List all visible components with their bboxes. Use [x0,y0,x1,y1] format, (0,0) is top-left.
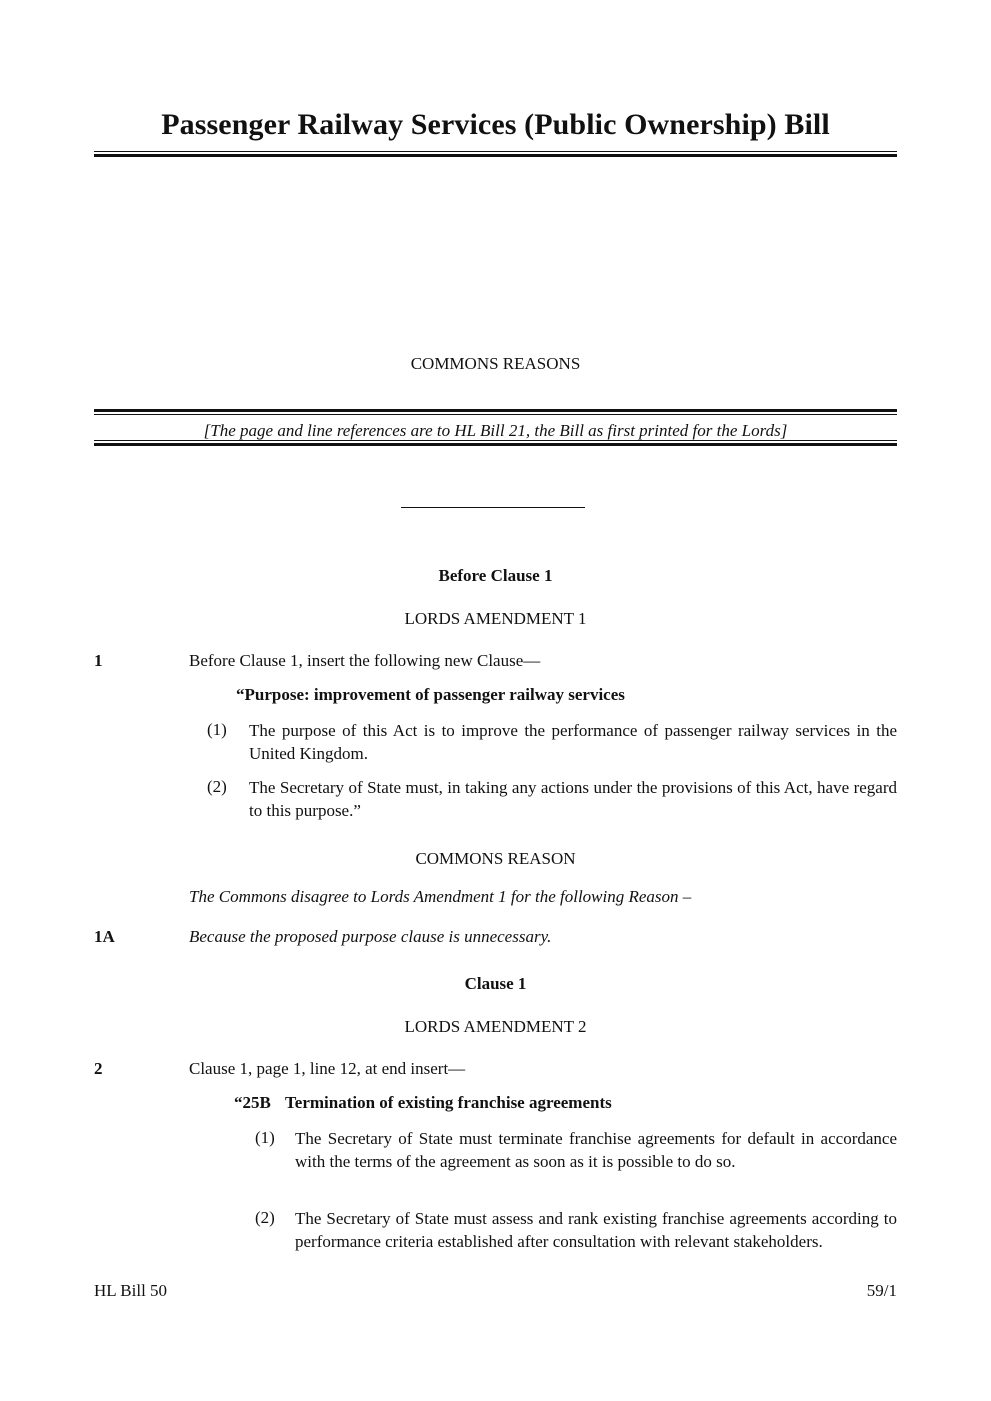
bill-title: Passenger Railway Services (Public Ownership) Bill [161,108,830,141]
subsection-label: (1) [207,720,227,739]
note-top-rule [94,409,897,415]
section-divider [401,507,585,508]
amendment-heading-1: LORDS AMENDMENT 1 [404,609,587,628]
subsection-label: (2) [255,1208,275,1227]
footer-page-number: 59/1 [866,1281,897,1300]
subsection-text: The Secretary of State must terminate franchise agreements for default in accordance with the terms of the agreement as soon as it is possible to do so. [295,1129,897,1171]
footer-bill-number: HL Bill 50 [94,1281,168,1300]
amendment-number-1: 1 [94,651,103,670]
reason-heading-1: COMMONS REASON [415,849,576,868]
title-double-rule [94,151,897,157]
amendment-instruction-2: Clause 1, page 1, line 12, at end insert— [189,1059,466,1078]
amendment-number-2: 2 [94,1059,103,1078]
subsection-text: The purpose of this Act is to improve the performance of passenger railway services in the United Kingdom. [249,721,897,763]
reason-text-1a: Because the proposed purpose clause is unnecessary. [189,927,552,946]
subsection-label: (1) [255,1128,275,1147]
clause-title-termination: Termination of existing franchise agreements [285,1093,612,1112]
subsection-text: The Secretary of State must assess and rank existing franchise agreements according to performance criteria established after consultation with relevant stakeholders. [295,1209,897,1251]
section-heading-clause-1: Clause 1 [464,974,527,993]
amendment-instruction-1: Before Clause 1, insert the following new Clause— [189,651,541,670]
note-bottom-rule [94,440,897,446]
reason-number-1a: 1A [94,927,115,946]
subsection-label: (2) [207,777,227,796]
references-note: [The page and line references are to HL Bill 21, the Bill as first printed for the Lords] [203,421,788,440]
amendment-heading-2: LORDS AMENDMENT 2 [404,1017,587,1036]
section-heading-before-clause-1: Before Clause 1 [438,566,553,585]
clause-title-purpose: “Purpose: improvement of passenger railway services [236,685,625,704]
subsection-text: The Secretary of State must, in taking any actions under the provisions of this Act, have regard to this purpose.” [249,778,897,820]
document-heading: COMMONS REASONS [410,354,581,373]
reason-intro-1: The Commons disagree to Lords Amendment 1 for the following Reason – [189,887,692,906]
clause-number-25b: “25B [234,1093,271,1112]
